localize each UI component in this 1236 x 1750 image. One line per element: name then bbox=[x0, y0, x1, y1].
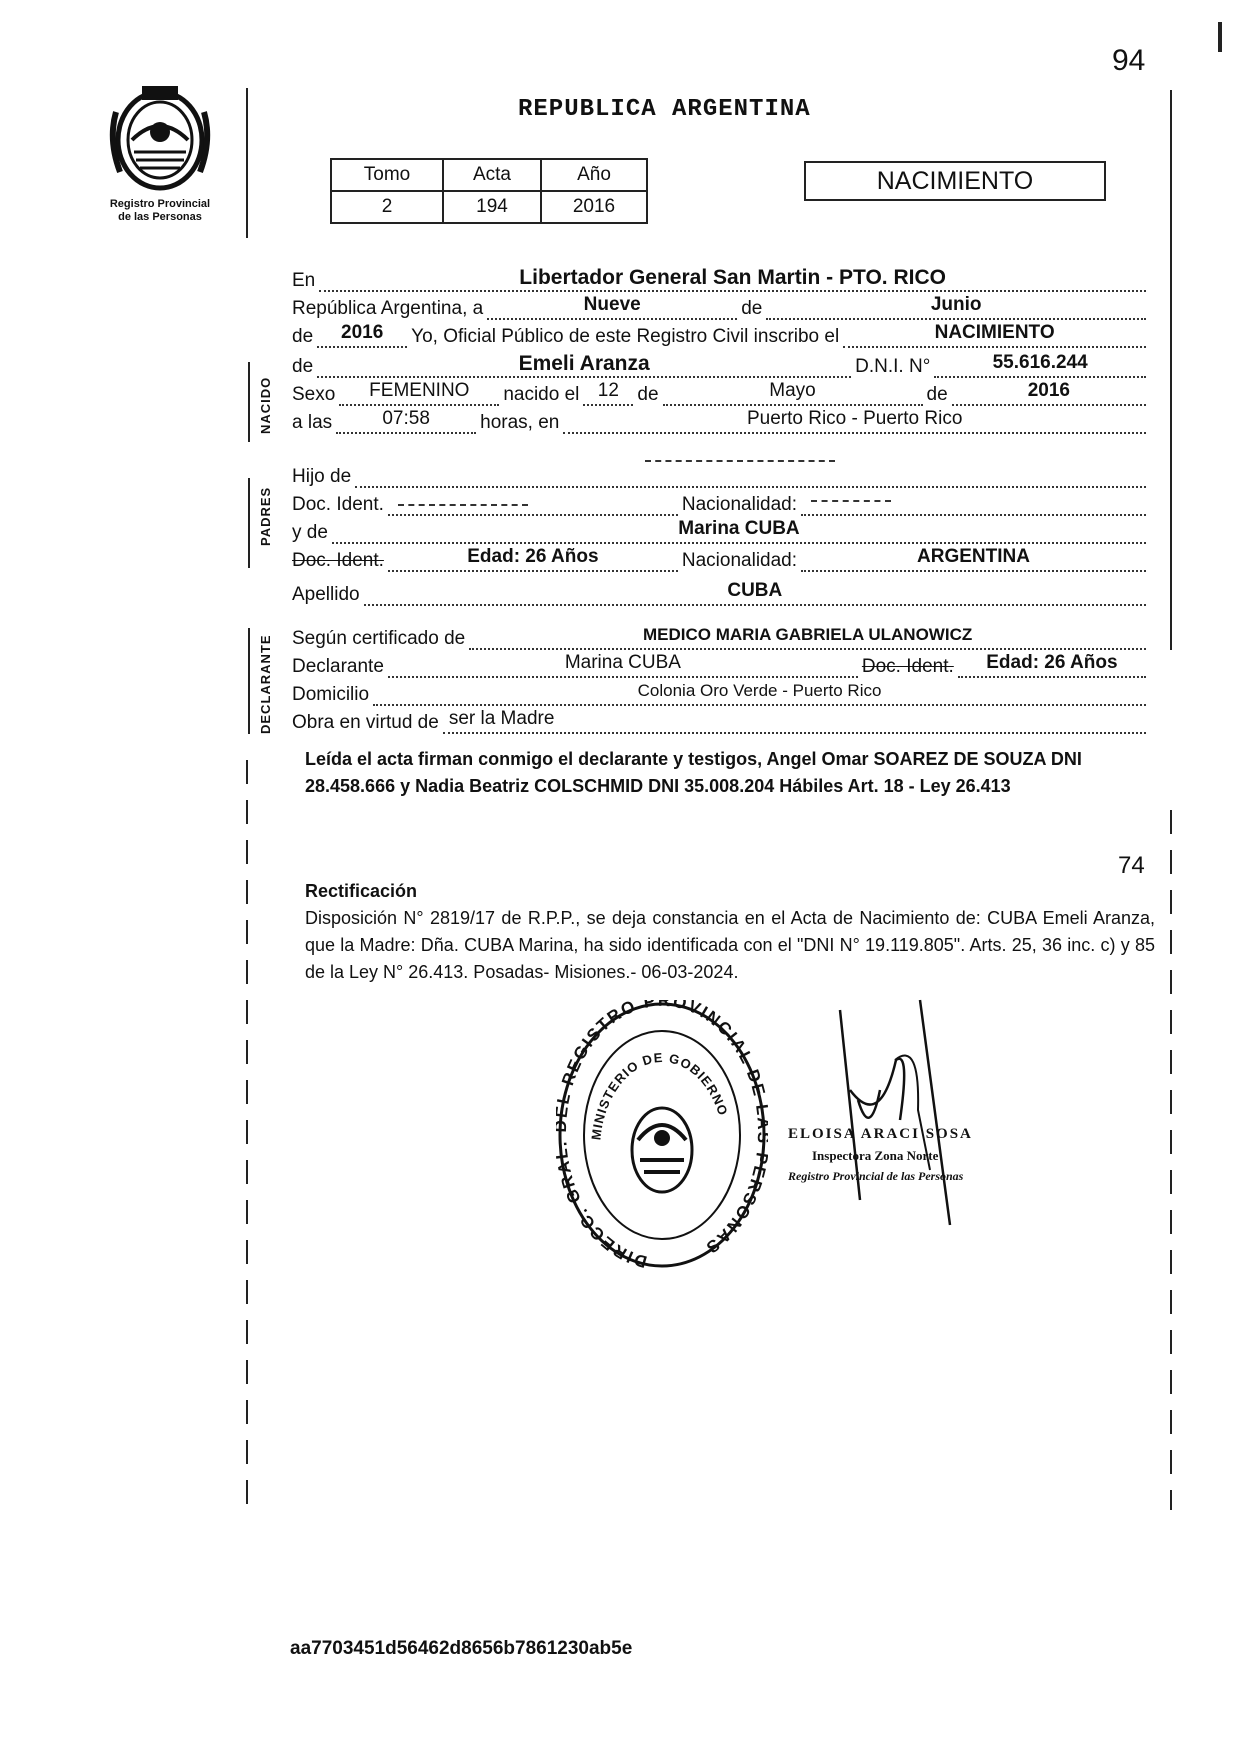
stamp-outer-text: DIRECC. GR REGISTRO PROVINCIAL DE ERSONAS bbox=[556, 1000, 768, 1270]
official-stamp bbox=[556, 1000, 768, 1270]
label-nacido-el: nacido el bbox=[503, 384, 580, 405]
row-year bbox=[292, 322, 1150, 348]
label-nac-padre: Nacionalidad: bbox=[681, 494, 798, 515]
row-declarante bbox=[292, 652, 1150, 678]
value-obra: ser la Madre bbox=[448, 708, 555, 729]
padre-strike bbox=[645, 460, 835, 462]
declarante-bracket bbox=[248, 628, 250, 734]
value-nac-madre: ARGENTINA bbox=[917, 546, 1030, 567]
row-hora bbox=[292, 408, 1150, 434]
field-hora bbox=[336, 408, 476, 434]
value-sexo: FEMENINO bbox=[369, 380, 470, 401]
field-nac-padre bbox=[801, 494, 1146, 516]
value-birth-day: 12 bbox=[597, 380, 619, 401]
label-obra: Obra en virtud de bbox=[292, 712, 439, 733]
value-dni: 55.616.244 bbox=[992, 352, 1088, 373]
field-nac-madre bbox=[801, 546, 1146, 572]
row-republica bbox=[292, 294, 1150, 320]
label-nac-madre: Nacionalidad: bbox=[681, 550, 798, 571]
row-doc-padre bbox=[292, 490, 1150, 516]
value-certificado: MEDICO MARIA GABRIELA ULANOWICZ bbox=[642, 625, 973, 644]
field-dni bbox=[934, 352, 1146, 378]
label-de-nombre: de bbox=[292, 356, 314, 377]
handwritten-signature-icon bbox=[800, 990, 960, 1230]
label-doc-declarante: Doc. Ident. bbox=[861, 656, 954, 677]
label-de-year: de bbox=[292, 326, 314, 347]
row-doc-madre bbox=[292, 546, 1150, 572]
field-place bbox=[563, 408, 1146, 434]
document-hash: aa7703451d56462d8656b7861230ab5e bbox=[290, 1638, 633, 1659]
frame-line bbox=[246, 88, 248, 238]
row-apellido bbox=[292, 580, 1150, 606]
row-y-de bbox=[292, 518, 1150, 544]
label-sexo: Sexo bbox=[292, 384, 336, 405]
label-inscribo: Yo, Oficial Público de este Registro Civil inscribo el bbox=[411, 326, 840, 347]
record-type-box: NACIMIENTO bbox=[804, 161, 1106, 201]
field-declarante bbox=[388, 652, 858, 678]
padres-bracket bbox=[248, 478, 250, 568]
label-hijo-de: Hijo de bbox=[292, 466, 352, 487]
reading-note: Leída el acta firman conmigo el declarante y testigos, Angel Omar SOAREZ DE SOUZA DNI 28.458.666 y Nadia Beatriz COLSCHMID DNI 35.008.204 Hábiles Art. 18 - Ley 26.413 bbox=[305, 749, 1082, 796]
field-type bbox=[843, 322, 1146, 348]
frame-line-right-dashed bbox=[1170, 810, 1172, 1510]
anio-header: Año bbox=[541, 159, 647, 191]
value-declarante: Marina CUBA bbox=[564, 652, 681, 673]
field-birth-day bbox=[583, 380, 633, 406]
field-apellido bbox=[364, 580, 1146, 606]
signature-block bbox=[788, 1124, 973, 1187]
field-padre bbox=[355, 466, 1146, 488]
rectification-body: Disposición N° 2819/17 de R.P.P., se deja constancia en el Acta de Nacimiento de: CUBA Emeli Aranza, que la Madre: Dña. CUBA Marina, ha sido identificada con el "DNI N° 19.119.805". Arts. 25, 36 inc. c) y 85 de la Ley N° 26.413. Posadas- Misiones.- 06-03-2024. bbox=[305, 908, 1155, 982]
row-sexo bbox=[292, 380, 1150, 406]
field-year bbox=[317, 322, 407, 348]
signature-name: ELOISA ARACI SOSA bbox=[788, 1126, 973, 1142]
record-table bbox=[330, 158, 648, 224]
label-en: En bbox=[292, 270, 316, 291]
value-birth-year: 2016 bbox=[1027, 380, 1070, 401]
signature-role: Inspectora Zona Norte bbox=[812, 1148, 939, 1163]
nacido-bracket bbox=[248, 362, 250, 442]
side-label-declarante: DECLARANTE bbox=[258, 634, 273, 734]
field-domicilio bbox=[373, 681, 1146, 706]
registry-caption bbox=[80, 198, 240, 224]
label-horas-en: horas, en bbox=[480, 412, 560, 433]
rectification-title: Rectificación bbox=[305, 881, 418, 901]
rectification bbox=[305, 878, 1155, 986]
label-certificado: Según certificado de bbox=[292, 628, 466, 649]
value-day: Nueve bbox=[583, 294, 641, 315]
stamp-inner-text: MINISTERIO DE GOBIERNO bbox=[588, 1049, 731, 1141]
field-sexo bbox=[339, 380, 499, 406]
coat-of-arms-icon bbox=[100, 82, 220, 194]
acta-header: Acta bbox=[443, 159, 541, 191]
value-apellido: CUBA bbox=[727, 580, 783, 601]
margin-mark bbox=[1218, 22, 1222, 52]
value-domicilio: Colonia Oro Verde - Puerto Rico bbox=[637, 681, 882, 700]
doc-padre-strike bbox=[398, 504, 528, 506]
label-republica: República Argentina, a bbox=[292, 298, 484, 319]
tomo-header: Tomo bbox=[331, 159, 443, 191]
value-doc-declarante: Edad: 26 Años bbox=[986, 652, 1118, 673]
stamp-seal-icon bbox=[556, 1000, 768, 1270]
field-doc-declarante bbox=[958, 652, 1146, 678]
stamp-emblem bbox=[632, 1108, 692, 1192]
label-de-year2: de bbox=[926, 384, 948, 405]
row-hijo-de bbox=[292, 462, 1150, 488]
value-month: Junio bbox=[930, 294, 982, 315]
label-doc-padre: Doc. Ident. bbox=[292, 494, 384, 515]
value-year: 2016 bbox=[341, 322, 384, 343]
field-doc-padre bbox=[388, 494, 678, 516]
side-label-padres: PADRES bbox=[258, 486, 273, 546]
row-domicilio bbox=[292, 680, 1150, 706]
anio-value: 2016 bbox=[541, 191, 647, 223]
value-hora: 07:58 bbox=[382, 408, 430, 429]
side-label-nacido: NACIDO bbox=[258, 376, 273, 434]
frame-line-right bbox=[1170, 90, 1172, 650]
field-obra bbox=[443, 708, 1146, 734]
value-doc-madre: Edad: 26 Años bbox=[467, 546, 599, 567]
value-lugar: Libertador General San Martin - PTO. RICO bbox=[519, 266, 946, 289]
field-name bbox=[317, 352, 851, 378]
label-de-month: de bbox=[637, 384, 659, 405]
nac-padre-strike bbox=[811, 500, 891, 502]
field-day bbox=[487, 294, 737, 320]
document-title: REPUBLICA ARGENTINA bbox=[518, 96, 811, 123]
value-type: NACIMIENTO bbox=[934, 322, 1055, 343]
label-dni: D.N.I. N° bbox=[855, 356, 931, 377]
tomo-value: 2 bbox=[331, 191, 443, 223]
label-apellido: Apellido bbox=[292, 584, 360, 605]
row-obra bbox=[292, 708, 1150, 734]
field-doc-madre bbox=[388, 546, 678, 572]
label-doc-madre: Doc. Ident. bbox=[292, 550, 384, 571]
field-month bbox=[766, 294, 1146, 320]
label-de: de bbox=[741, 298, 763, 319]
row-certificado bbox=[292, 624, 1150, 650]
registry-logo bbox=[100, 82, 220, 194]
row-en bbox=[292, 266, 1150, 292]
registry-caption-line2: de las Personas bbox=[118, 211, 202, 223]
annotation-number: 74 bbox=[1118, 852, 1145, 879]
field-en bbox=[319, 266, 1146, 292]
page-number: 94 bbox=[1112, 44, 1146, 77]
field-birth-year bbox=[952, 380, 1146, 406]
value-birth-month: Mayo bbox=[769, 380, 816, 401]
registry-caption-line1: Registro Provincial bbox=[109, 198, 211, 210]
label-declarante: Declarante bbox=[292, 656, 384, 677]
value-name: Emeli Aranza bbox=[518, 352, 650, 375]
label-a-las: a las bbox=[292, 412, 333, 433]
label-y-de: y de bbox=[292, 522, 328, 543]
signature-office: Registro Provincial de las Personas bbox=[788, 1169, 964, 1183]
field-birth-month bbox=[663, 380, 923, 406]
value-madre: Marina CUBA bbox=[678, 518, 800, 539]
label-domicilio: Domicilio bbox=[292, 684, 370, 705]
frame-line-dashed bbox=[246, 760, 248, 1520]
row-nacido-de bbox=[292, 352, 1150, 378]
field-madre bbox=[332, 518, 1146, 544]
value-place: Puerto Rico - Puerto Rico bbox=[746, 408, 963, 429]
signature-scribble bbox=[800, 990, 960, 1230]
field-certificado bbox=[469, 625, 1146, 650]
acta-value: 194 bbox=[443, 191, 541, 223]
